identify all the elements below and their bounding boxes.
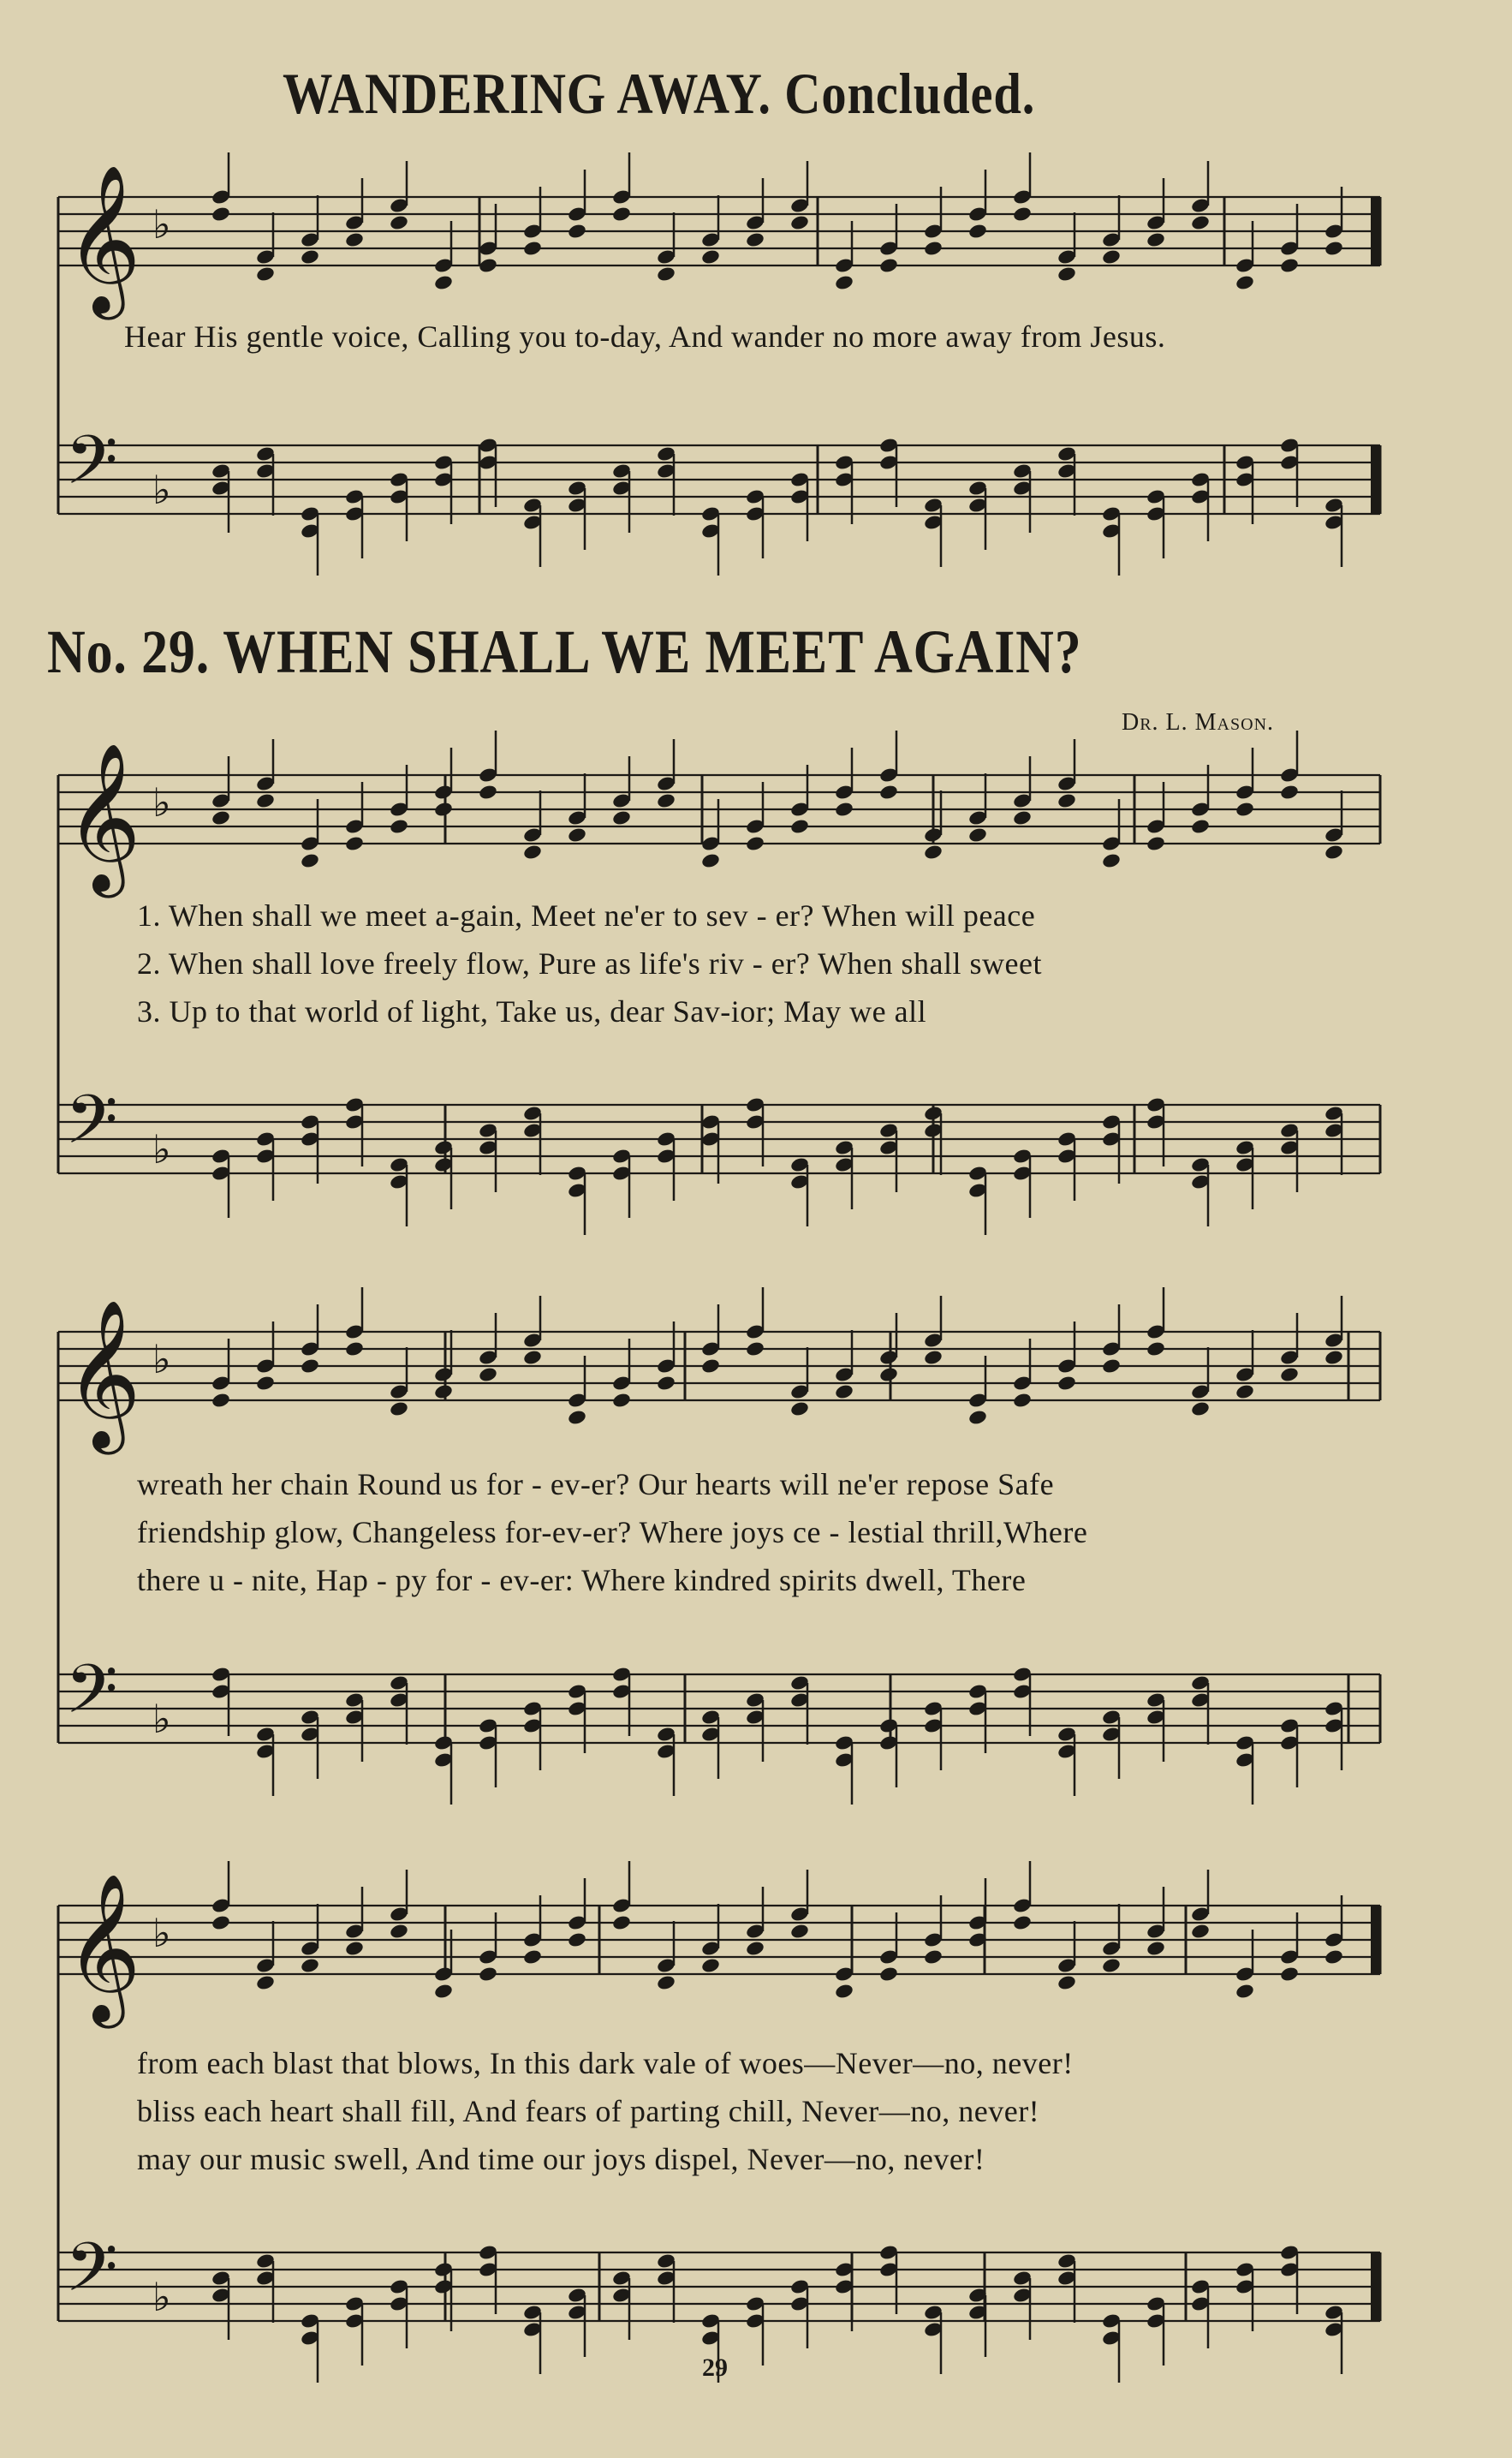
bass-clef: 𝄢 <box>65 1080 118 1176</box>
lyric-line-wandering-away: Hear His gentle voice, Calling you to-day, And wander no more away from Jesus. <box>124 319 1166 354</box>
note-head <box>1101 1357 1122 1375</box>
note-head <box>478 1966 498 1983</box>
note-head <box>611 809 632 826</box>
lyric-verse-1-line-3: from each blast that blows, In this dark vale of woes—Never—no, never! <box>137 2046 1074 2080</box>
note-head <box>1279 1366 1300 1383</box>
note-head <box>255 1375 276 1392</box>
note-head <box>433 1983 454 2000</box>
note-head <box>1101 852 1122 869</box>
note-head <box>1146 1940 1166 1957</box>
flat-sign: ♭ <box>152 1910 171 1956</box>
note-head <box>745 835 765 852</box>
flat-sign: ♭ <box>152 1126 171 1172</box>
flat-sign: ♭ <box>152 201 171 248</box>
note-head <box>700 1957 721 1974</box>
note-head <box>567 1409 587 1426</box>
note-head <box>656 1974 676 1991</box>
note-head <box>567 1931 587 1948</box>
note-head <box>1057 792 1077 809</box>
flat-sign: ♭ <box>152 1696 171 1742</box>
lyric-verse-3-line-3: may our music swell, And time our joys dispel, Never—no, never! <box>137 2142 985 2176</box>
note-head <box>300 852 320 869</box>
bass-clef: 𝄢 <box>65 1650 118 1745</box>
note-head <box>344 835 365 852</box>
note-head <box>1012 809 1033 826</box>
note-head <box>522 1948 543 1966</box>
note-head <box>211 1914 231 1931</box>
note-head <box>611 1392 632 1409</box>
note-head <box>522 1349 543 1366</box>
note-head <box>967 1409 988 1426</box>
note-head <box>700 852 721 869</box>
lyric-verse-3-line-1: 3. Up to that world of light, Take us, dear Sav-ior; May we all <box>137 994 927 1029</box>
flat-sign: ♭ <box>152 1336 171 1382</box>
note-head <box>656 792 676 809</box>
note-head <box>967 826 988 844</box>
note-head <box>255 1974 276 1991</box>
note-head <box>1101 1957 1122 1974</box>
note-head <box>211 1392 231 1409</box>
note-head <box>389 1400 409 1417</box>
note-head <box>1190 818 1211 835</box>
lyric-verse-2-line-3: bliss each heart shall fill, And fears of parting chill, Never—no, never! <box>137 2094 1040 2128</box>
note-head <box>344 1340 365 1357</box>
note-head <box>433 1383 454 1400</box>
treble-clef: 𝄞 <box>65 1873 141 2022</box>
bass-clef: 𝄢 <box>65 421 118 516</box>
note-head <box>1324 1948 1344 1966</box>
note-head <box>923 1349 944 1366</box>
treble-clef: 𝄞 <box>65 1299 141 1448</box>
note-head <box>522 844 543 861</box>
note-head <box>1235 1383 1255 1400</box>
note-head <box>1012 1392 1033 1409</box>
note-head <box>789 818 810 835</box>
note-head <box>1279 1966 1300 1983</box>
note-head <box>1324 1349 1344 1366</box>
note-head <box>1057 1375 1077 1392</box>
note-head <box>878 1966 899 1983</box>
note-head <box>789 1923 810 1940</box>
note-head <box>344 1940 365 1957</box>
lyric-verse-1-line-1: 1. When shall we meet a-gain, Meet ne'er to sev - er? When will peace <box>137 898 1036 933</box>
note-head <box>923 1948 944 1966</box>
note-head <box>1190 1923 1211 1940</box>
flat-sign: ♭ <box>152 779 171 826</box>
note-head <box>878 1366 899 1383</box>
lyric-verse-2-line-1: 2. When shall love freely flow, Pure as life's riv - er? When shall sweet <box>137 946 1042 981</box>
section-title-wandering-away: WANDERING AWAY. Concluded. <box>283 61 1036 126</box>
flat-sign: ♭ <box>152 2274 171 2320</box>
note-head <box>1146 1340 1166 1357</box>
note-head <box>834 1383 854 1400</box>
note-head <box>433 801 454 818</box>
note-head <box>878 784 899 801</box>
lyric-verse-3-line-2: there u - nite, Hap - py for - ev-er: Where kindred spirits dwell, There <box>137 1563 1027 1597</box>
note-head <box>834 801 854 818</box>
lyric-verse-2-line-2: friendship glow, Changeless for-ev-er? Where joys ce - lestial thrill,Where <box>137 1515 1088 1549</box>
note-head <box>1324 844 1344 861</box>
note-head <box>389 818 409 835</box>
composer-credit: Dr. L. Mason. <box>1122 709 1275 736</box>
note-head <box>300 1357 320 1375</box>
note-head <box>745 1940 765 1957</box>
note-head <box>611 1914 632 1931</box>
note-head <box>789 1400 810 1417</box>
note-head <box>1279 784 1300 801</box>
note-head <box>923 844 944 861</box>
note-head <box>211 809 231 826</box>
note-head <box>1146 835 1166 852</box>
lyric-verse-1-line-2: wreath her chain Round us for - ev-er? Our hearts will ne'er repose Safe <box>137 1467 1055 1501</box>
note-head <box>1057 1974 1077 1991</box>
note-head <box>700 1357 721 1375</box>
note-head <box>1012 1914 1033 1931</box>
note-head <box>478 1366 498 1383</box>
note-head <box>1235 1983 1255 2000</box>
note-head <box>300 1957 320 1974</box>
note-head <box>1190 1400 1211 1417</box>
note-head <box>834 1983 854 2000</box>
treble-clef: 𝄞 <box>65 743 141 892</box>
note-head <box>745 1340 765 1357</box>
note-head <box>1235 801 1255 818</box>
page-number: 29 <box>702 2354 728 2382</box>
note-head <box>255 792 276 809</box>
note-head <box>656 1375 676 1392</box>
flat-sign: ♭ <box>152 467 171 513</box>
note-head <box>478 784 498 801</box>
treble-clef: 𝄞 <box>65 164 141 313</box>
note-head <box>389 1923 409 1940</box>
note-head <box>567 826 587 844</box>
bass-clef: 𝄢 <box>65 2228 118 2324</box>
section-title-when-shall-we-meet: No. 29. WHEN SHALL WE MEET AGAIN? <box>47 617 1082 686</box>
